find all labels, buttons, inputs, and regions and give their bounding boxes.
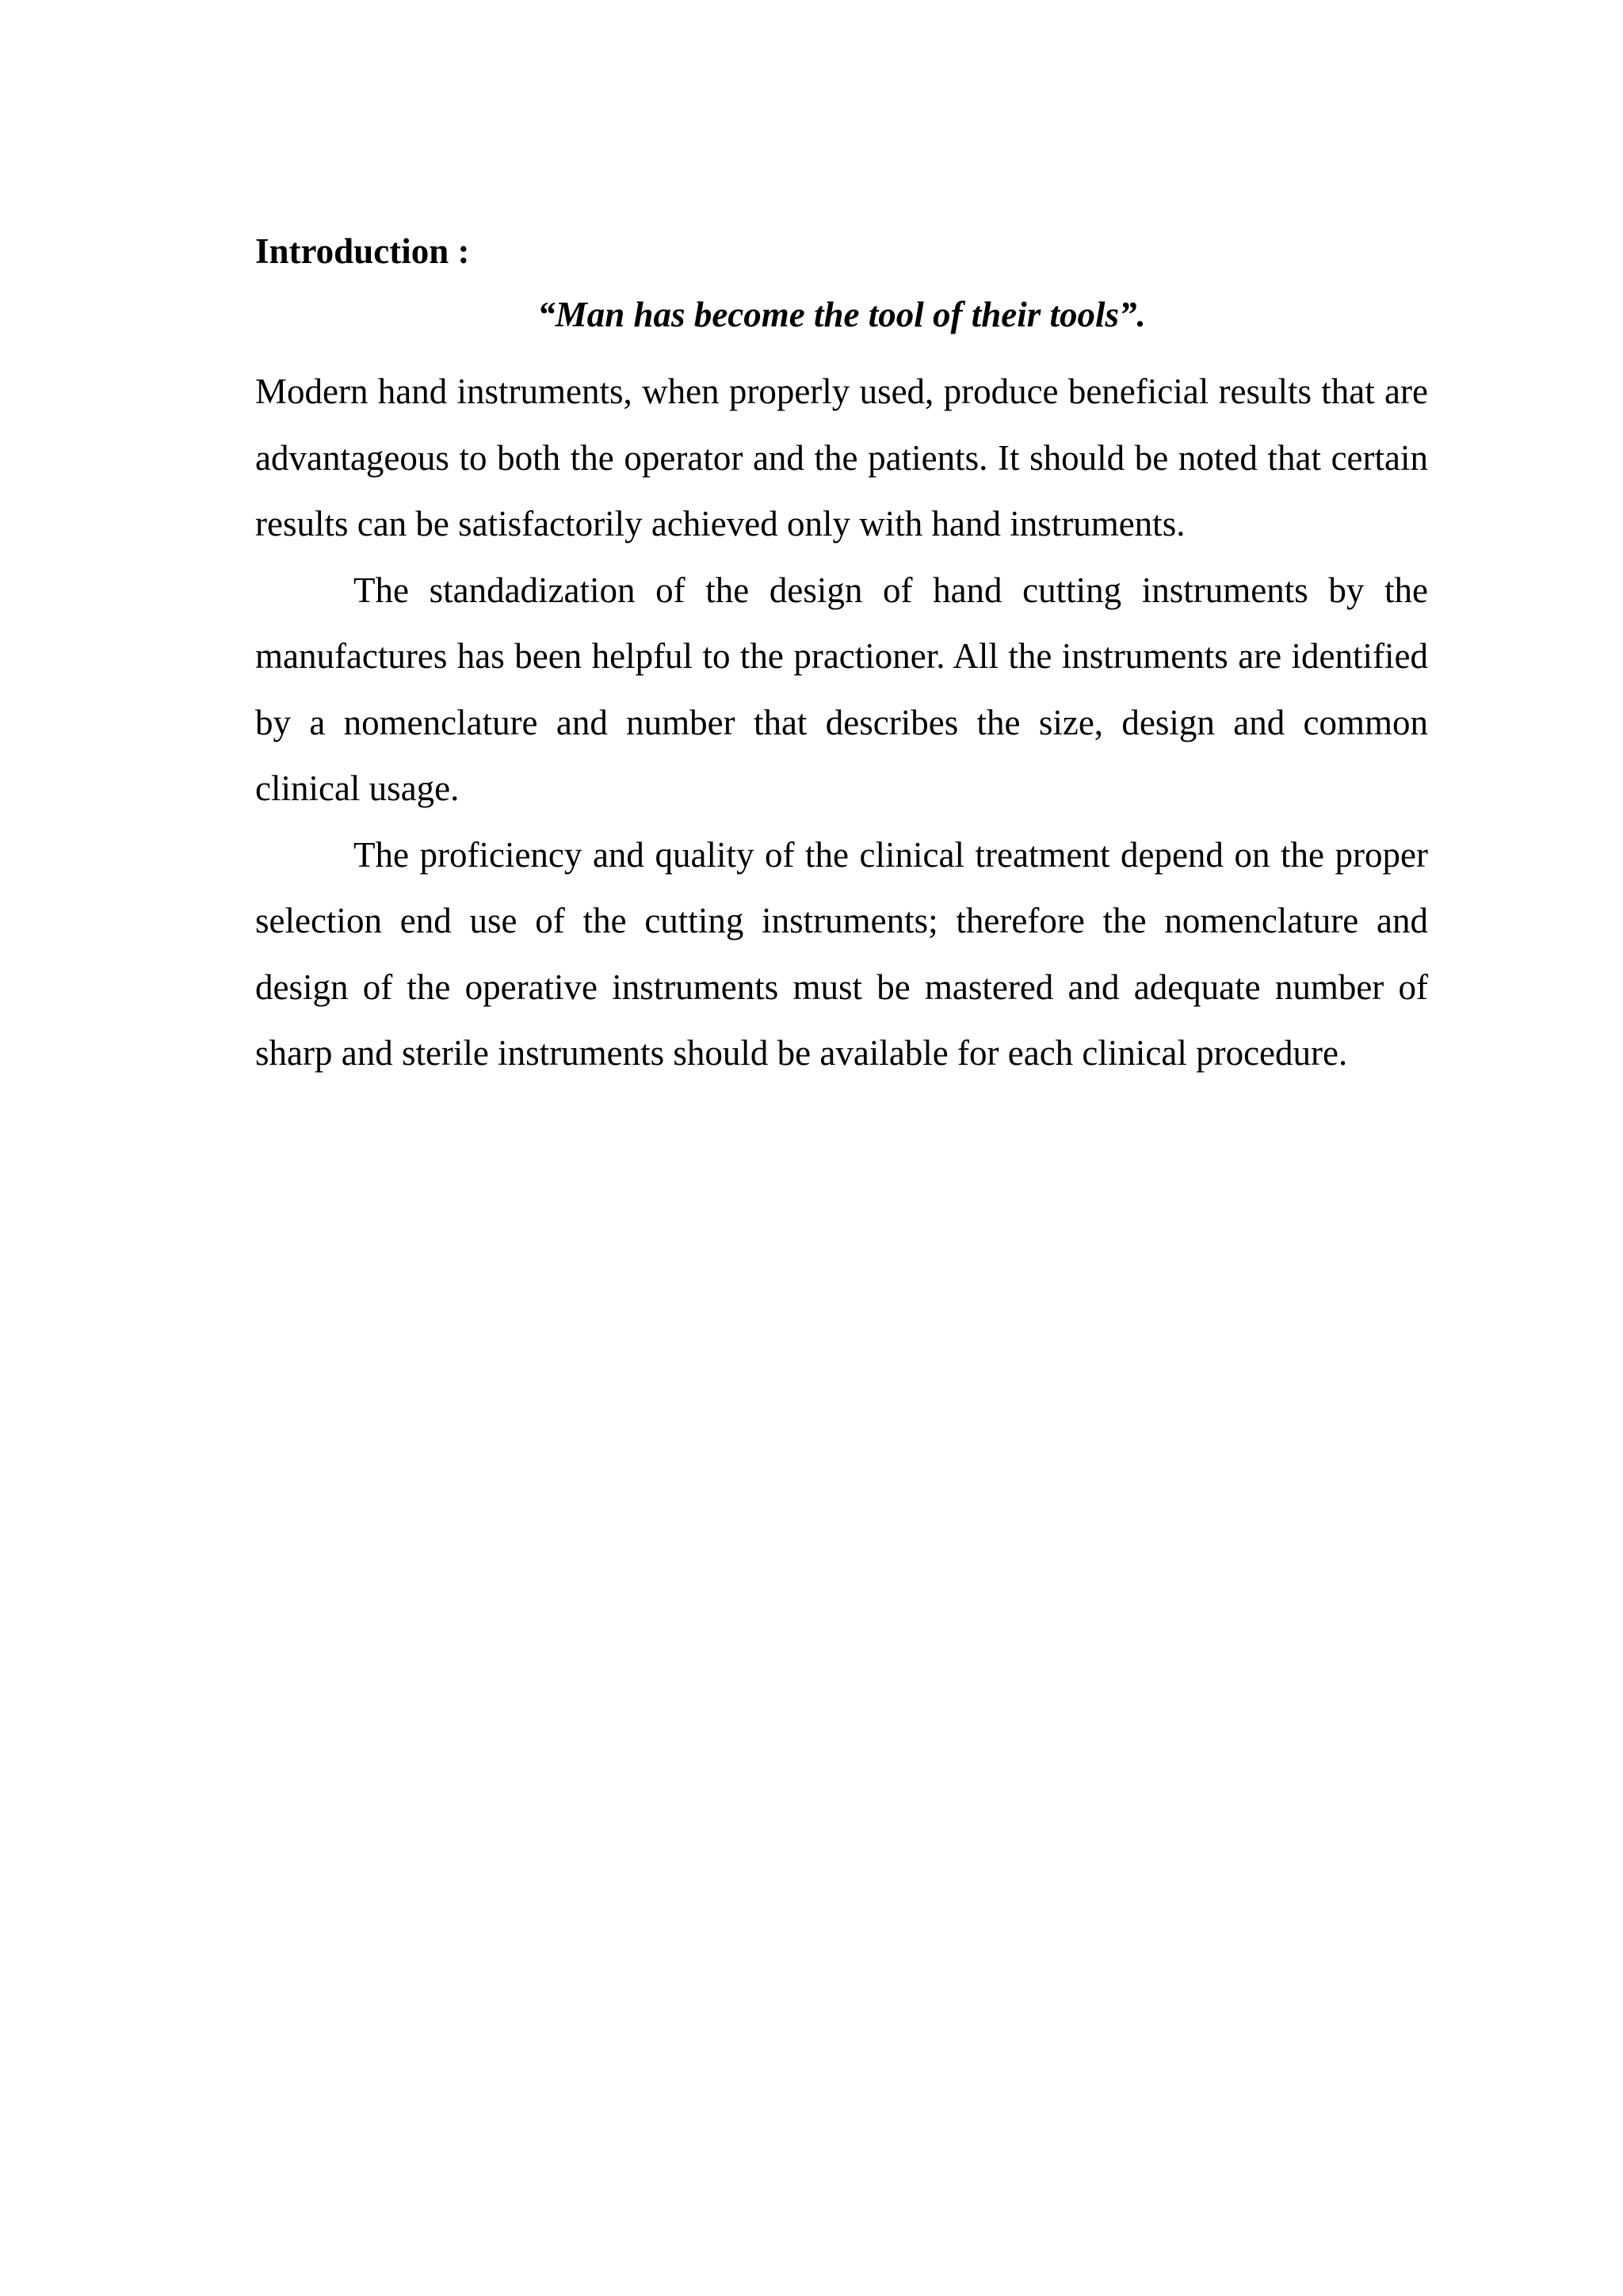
epigraph-quote: “Man has become the tool of their tools”. — [537, 295, 1146, 334]
section-heading: Introduction : — [255, 231, 470, 271]
paragraph-3: The proficiency and quality of the clinical treatment depend on the proper selection end use of the cutting instruments; therefore the nomenclature and design of the operative instruments must be mastered and adequate number of sharp and sterile instruments should be available for each clinical procedure. — [255, 834, 1428, 1073]
paragraph-1: Modern hand instruments, when properly used, produce beneficial results that are advantageous to both the operator and the patients. It should be noted that certain results can be satisfactorily achieved only with hand instruments. — [255, 372, 1428, 543]
document-page — [255, 230, 1428, 1087]
paragraph-2: The standadization of the design of hand cutting instruments by the manufactures has been helpful to the practioner. All the instruments are identified by a nomenclature and number that describes the size, design and common clinical usage. — [255, 570, 1428, 808]
